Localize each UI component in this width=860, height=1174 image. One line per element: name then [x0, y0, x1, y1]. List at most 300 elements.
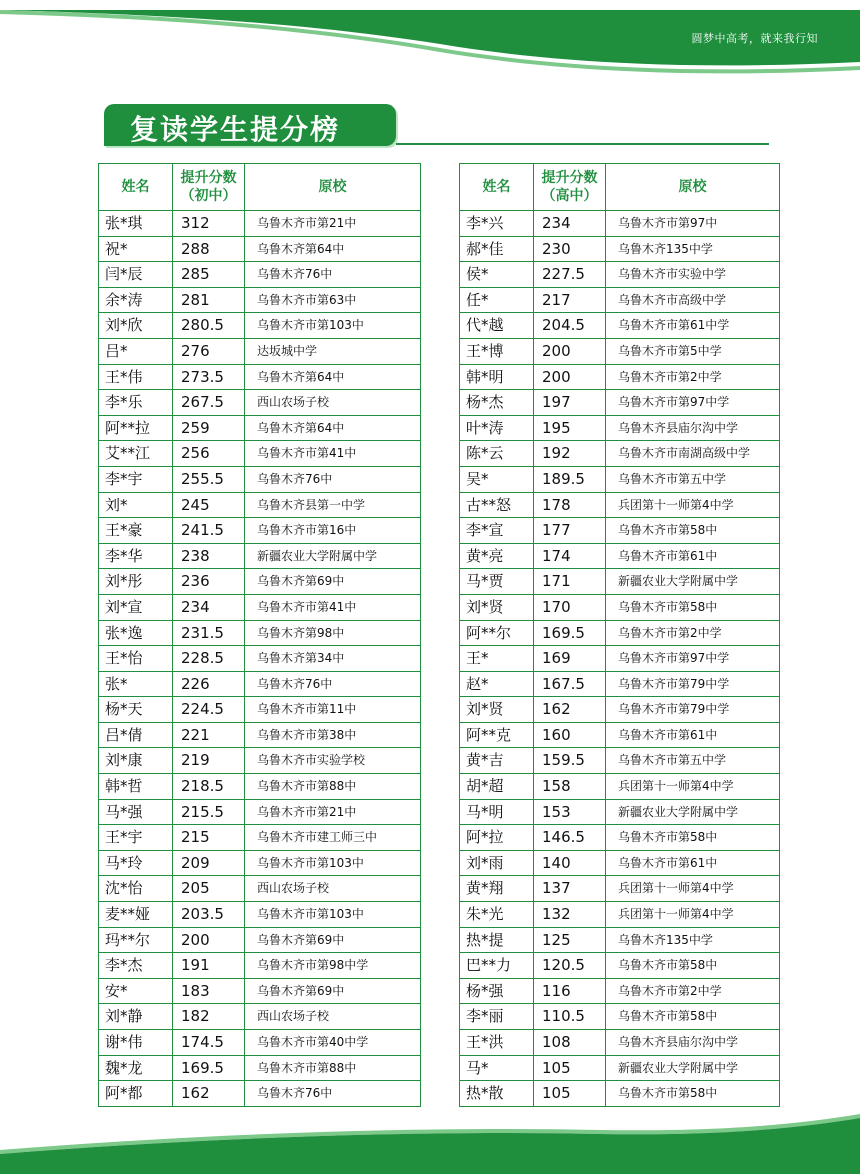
school-name: 乌鲁木齐第34中 — [245, 646, 421, 672]
school-name: 达坂城中学 — [245, 338, 421, 364]
student-name: 安* — [99, 978, 173, 1004]
score-value: 215.5 — [173, 799, 245, 825]
student-name: 王* — [460, 646, 534, 672]
school-name: 乌鲁木齐第64中 — [245, 236, 421, 262]
score-value: 146.5 — [534, 825, 606, 851]
table-row — [460, 978, 780, 1004]
student-name: 阿**尔 — [460, 620, 534, 646]
student-name: 胡*超 — [460, 774, 534, 800]
school-name: 乌鲁木齐市建工师三中 — [245, 825, 421, 851]
student-name: 李*兴 — [460, 211, 534, 237]
student-name: 杨*强 — [460, 978, 534, 1004]
score-value: 189.5 — [534, 466, 606, 492]
school-name: 乌鲁木齐市第58中 — [606, 1004, 780, 1030]
school-name: 乌鲁木齐市第21中 — [245, 799, 421, 825]
student-name: 任* — [460, 287, 534, 313]
student-name: 侯* — [460, 262, 534, 288]
score-value: 167.5 — [534, 671, 606, 697]
student-name: 沈*怡 — [99, 876, 173, 902]
student-name: 吕*倩 — [99, 722, 173, 748]
table-row — [460, 671, 780, 697]
student-name: 马*玲 — [99, 850, 173, 876]
school-name: 西山农场子校 — [245, 1004, 421, 1030]
table-row — [99, 338, 421, 364]
score-value: 256 — [173, 441, 245, 467]
table-row — [99, 825, 421, 851]
score-value: 285 — [173, 262, 245, 288]
table-row — [460, 953, 780, 979]
table-row — [460, 799, 780, 825]
student-name: 李*丽 — [460, 1004, 534, 1030]
student-name: 吴* — [460, 466, 534, 492]
score-value: 227.5 — [534, 262, 606, 288]
student-name: 李*华 — [99, 543, 173, 569]
school-name: 乌鲁木齐市第103中 — [245, 850, 421, 876]
score-value: 276 — [173, 338, 245, 364]
table-row — [460, 364, 780, 390]
score-value: 205 — [173, 876, 245, 902]
school-name: 乌鲁木齐市第61中学 — [606, 313, 780, 339]
school-name: 乌鲁木齐市第41中 — [245, 594, 421, 620]
score-value: 281 — [173, 287, 245, 313]
senior-high-table — [459, 163, 780, 1107]
table-row — [99, 492, 421, 518]
school-name: 西山农场子校 — [245, 390, 421, 416]
table-row — [460, 543, 780, 569]
score-value: 245 — [173, 492, 245, 518]
header-slogan: 圆梦中高考，就来我行知 — [691, 32, 818, 45]
score-value: 132 — [534, 902, 606, 928]
table-row — [99, 774, 421, 800]
student-name: 刘*静 — [99, 1004, 173, 1030]
school-name: 乌鲁木齐第64中 — [245, 364, 421, 390]
student-name: 闫*辰 — [99, 262, 173, 288]
header-name: 姓名 — [460, 164, 534, 211]
table-row — [99, 287, 421, 313]
score-value: 218.5 — [173, 774, 245, 800]
table-row — [99, 697, 421, 723]
header-score — [534, 164, 606, 211]
table-row — [460, 415, 780, 441]
school-name: 新疆农业大学附属中学 — [606, 1055, 780, 1081]
table-row — [99, 748, 421, 774]
table-row — [99, 390, 421, 416]
school-name: 乌鲁木齐76中 — [245, 1081, 421, 1107]
student-name: 赵* — [460, 671, 534, 697]
school-name: 乌鲁木齐县庙尔沟中学 — [606, 1030, 780, 1056]
school-name: 乌鲁木齐市第11中 — [245, 697, 421, 723]
school-name: 兵团第十一师第4中学 — [606, 902, 780, 928]
score-value: 200 — [534, 338, 606, 364]
score-value: 231.5 — [173, 620, 245, 646]
table-row — [460, 620, 780, 646]
score-value: 288 — [173, 236, 245, 262]
student-name: 刘*康 — [99, 748, 173, 774]
school-name: 乌鲁木齐市第103中 — [245, 902, 421, 928]
table-row — [99, 620, 421, 646]
score-value: 259 — [173, 415, 245, 441]
table-row — [460, 569, 780, 595]
table-header-row — [460, 164, 780, 211]
table-row — [99, 466, 421, 492]
student-name: 巴**力 — [460, 953, 534, 979]
table-row — [99, 543, 421, 569]
student-name: 李*宇 — [99, 466, 173, 492]
school-name: 乌鲁木齐市第97中 — [606, 211, 780, 237]
score-value: 170 — [534, 594, 606, 620]
score-value: 200 — [173, 927, 245, 953]
score-value: 159.5 — [534, 748, 606, 774]
school-name: 乌鲁木齐市第五中学 — [606, 466, 780, 492]
student-name: 王*豪 — [99, 518, 173, 544]
score-value: 312 — [173, 211, 245, 237]
table-row — [460, 287, 780, 313]
header-score-line1: 提升分数 — [180, 170, 237, 186]
school-name: 乌鲁木齐市高级中学 — [606, 287, 780, 313]
student-name: 古**怒 — [460, 492, 534, 518]
student-name: 代*越 — [460, 313, 534, 339]
table-row — [460, 1030, 780, 1056]
student-name: 杨*天 — [99, 697, 173, 723]
score-value: 116 — [534, 978, 606, 1004]
table-row — [460, 697, 780, 723]
school-name: 乌鲁木齐市第79中学 — [606, 697, 780, 723]
student-name: 祝* — [99, 236, 173, 262]
school-name: 兵团第十一师第4中学 — [606, 876, 780, 902]
table-row — [460, 774, 780, 800]
title-banner — [104, 104, 396, 146]
school-name: 乌鲁木齐市第40中学 — [245, 1030, 421, 1056]
score-value: 204.5 — [534, 313, 606, 339]
school-name: 乌鲁木齐市实验中学 — [606, 262, 780, 288]
table-row — [460, 211, 780, 237]
school-name: 乌鲁木齐县第一中学 — [245, 492, 421, 518]
student-name: 黄*吉 — [460, 748, 534, 774]
student-name: 麦**娅 — [99, 902, 173, 928]
school-name: 乌鲁木齐76中 — [245, 262, 421, 288]
school-name: 乌鲁木齐市第97中学 — [606, 646, 780, 672]
score-value: 162 — [534, 697, 606, 723]
school-name: 乌鲁木齐市第5中学 — [606, 338, 780, 364]
table-row — [460, 1081, 780, 1107]
table-row — [99, 1030, 421, 1056]
score-value: 209 — [173, 850, 245, 876]
student-name: 谢*伟 — [99, 1030, 173, 1056]
score-value: 273.5 — [173, 364, 245, 390]
score-value: 219 — [173, 748, 245, 774]
school-name: 新疆农业大学附属中学 — [606, 569, 780, 595]
junior-high-table — [98, 163, 421, 1107]
student-name: 张*琪 — [99, 211, 173, 237]
table-row — [460, 390, 780, 416]
score-value: 158 — [534, 774, 606, 800]
table-row — [99, 1055, 421, 1081]
table-row — [99, 953, 421, 979]
table-row — [460, 313, 780, 339]
score-value: 183 — [173, 978, 245, 1004]
table-row — [99, 850, 421, 876]
score-value: 137 — [534, 876, 606, 902]
student-name: 刘* — [99, 492, 173, 518]
school-name: 乌鲁木齐市第16中 — [245, 518, 421, 544]
school-name: 乌鲁木齐第69中 — [245, 978, 421, 1004]
score-value: 153 — [534, 799, 606, 825]
school-name: 乌鲁木齐市第88中 — [245, 774, 421, 800]
school-name: 乌鲁木齐市第88中 — [245, 1055, 421, 1081]
student-name: 王*怡 — [99, 646, 173, 672]
table-row — [99, 1004, 421, 1030]
school-name: 乌鲁木齐市第58中 — [606, 953, 780, 979]
table-row — [460, 236, 780, 262]
score-value: 108 — [534, 1030, 606, 1056]
school-name: 乌鲁木齐市第61中 — [606, 543, 780, 569]
student-name: 阿**拉 — [99, 415, 173, 441]
header-school: 原校 — [245, 164, 421, 211]
table-row — [99, 978, 421, 1004]
score-value: 105 — [534, 1055, 606, 1081]
table-row — [460, 1055, 780, 1081]
student-name: 李*乐 — [99, 390, 173, 416]
score-value: 238 — [173, 543, 245, 569]
school-name: 新疆农业大学附属中学 — [245, 543, 421, 569]
score-value: 226 — [173, 671, 245, 697]
header-score-line1: 提升分数 — [541, 170, 598, 186]
school-name: 乌鲁木齐市第103中 — [245, 313, 421, 339]
school-name: 乌鲁木齐市第98中学 — [245, 953, 421, 979]
school-name: 乌鲁木齐市第五中学 — [606, 748, 780, 774]
table-row — [460, 262, 780, 288]
student-name: 魏*龙 — [99, 1055, 173, 1081]
table-row — [99, 799, 421, 825]
student-name: 马*贾 — [460, 569, 534, 595]
student-name: 李*宣 — [460, 518, 534, 544]
school-name: 新疆农业大学附属中学 — [606, 799, 780, 825]
table-row — [460, 338, 780, 364]
table-row — [99, 876, 421, 902]
school-name: 乌鲁木齐135中学 — [606, 236, 780, 262]
score-value: 174 — [534, 543, 606, 569]
table-header-row — [99, 164, 421, 211]
table-row — [460, 594, 780, 620]
student-name: 陈*云 — [460, 441, 534, 467]
student-name: 热*散 — [460, 1081, 534, 1107]
student-name: 阿*都 — [99, 1081, 173, 1107]
school-name: 乌鲁木齐市第61中 — [606, 850, 780, 876]
score-value: 221 — [173, 722, 245, 748]
score-value: 234 — [173, 594, 245, 620]
table-row — [99, 313, 421, 339]
table-row — [460, 518, 780, 544]
student-name: 余*涛 — [99, 287, 173, 313]
student-name: 王*伟 — [99, 364, 173, 390]
header-name: 姓名 — [99, 164, 173, 211]
table-row — [99, 902, 421, 928]
school-name: 乌鲁木齐市第63中 — [245, 287, 421, 313]
table-row — [460, 492, 780, 518]
school-name: 乌鲁木齐市第58中 — [606, 1081, 780, 1107]
score-value: 162 — [173, 1081, 245, 1107]
school-name: 兵团第十一师第4中学 — [606, 774, 780, 800]
score-value: 280.5 — [173, 313, 245, 339]
table-row — [99, 671, 421, 697]
table-row — [99, 1081, 421, 1107]
table-row — [460, 466, 780, 492]
school-name: 乌鲁木齐第98中 — [245, 620, 421, 646]
student-name: 朱*光 — [460, 902, 534, 928]
score-value: 177 — [534, 518, 606, 544]
table-row — [460, 722, 780, 748]
school-name: 乌鲁木齐市第2中学 — [606, 364, 780, 390]
student-name: 吕* — [99, 338, 173, 364]
student-name: 杨*杰 — [460, 390, 534, 416]
table-row — [99, 364, 421, 390]
student-name: 王*宇 — [99, 825, 173, 851]
header-school: 原校 — [606, 164, 780, 211]
student-name: 刘*雨 — [460, 850, 534, 876]
table-row — [460, 902, 780, 928]
student-name: 热*提 — [460, 927, 534, 953]
student-name: 刘*贤 — [460, 594, 534, 620]
school-name: 乌鲁木齐市第61中 — [606, 722, 780, 748]
student-name: 阿*拉 — [460, 825, 534, 851]
table-row — [99, 236, 421, 262]
score-value: 192 — [534, 441, 606, 467]
score-value: 195 — [534, 415, 606, 441]
score-value: 169 — [534, 646, 606, 672]
table-row — [99, 569, 421, 595]
student-name: 玛**尔 — [99, 927, 173, 953]
table-row — [460, 927, 780, 953]
score-value: 197 — [534, 390, 606, 416]
table-row — [460, 1004, 780, 1030]
table-row — [99, 646, 421, 672]
school-name: 乌鲁木齐第69中 — [245, 569, 421, 595]
header-score-line2: （高中） — [541, 188, 598, 204]
score-value: 169.5 — [173, 1055, 245, 1081]
score-value: 171 — [534, 569, 606, 595]
bottom-green-wave — [0, 1104, 860, 1174]
student-name: 王*洪 — [460, 1030, 534, 1056]
school-name: 乌鲁木齐市实验学校 — [245, 748, 421, 774]
student-name: 黄*翔 — [460, 876, 534, 902]
table-row — [99, 441, 421, 467]
table-row — [460, 825, 780, 851]
table-row — [99, 518, 421, 544]
student-name: 张*逸 — [99, 620, 173, 646]
header-score — [173, 164, 245, 211]
school-name: 乌鲁木齐市第38中 — [245, 722, 421, 748]
student-name: 刘*彤 — [99, 569, 173, 595]
student-name: 叶*涛 — [460, 415, 534, 441]
school-name: 西山农场子校 — [245, 876, 421, 902]
score-value: 182 — [173, 1004, 245, 1030]
school-name: 乌鲁木齐市第79中学 — [606, 671, 780, 697]
score-value: 230 — [534, 236, 606, 262]
student-name: 阿**克 — [460, 722, 534, 748]
title-underline — [396, 143, 769, 145]
student-name: 韩*明 — [460, 364, 534, 390]
school-name: 乌鲁木齐市第2中学 — [606, 620, 780, 646]
score-value: 140 — [534, 850, 606, 876]
header-score-line2: （初中） — [180, 188, 237, 204]
junior-table-body — [99, 211, 421, 1107]
score-value: 120.5 — [534, 953, 606, 979]
school-name: 乌鲁木齐市第58中 — [606, 518, 780, 544]
table-row — [460, 876, 780, 902]
student-name: 王*博 — [460, 338, 534, 364]
school-name: 乌鲁木齐76中 — [245, 671, 421, 697]
school-name: 乌鲁木齐市第97中学 — [606, 390, 780, 416]
school-name: 乌鲁木齐135中学 — [606, 927, 780, 953]
school-name: 乌鲁木齐市第21中 — [245, 211, 421, 237]
table-row — [99, 722, 421, 748]
score-value: 255.5 — [173, 466, 245, 492]
school-name: 乌鲁木齐第69中 — [245, 927, 421, 953]
school-name: 乌鲁木齐县庙尔沟中学 — [606, 415, 780, 441]
student-name: 马*明 — [460, 799, 534, 825]
score-value: 234 — [534, 211, 606, 237]
score-value: 110.5 — [534, 1004, 606, 1030]
table-row — [99, 415, 421, 441]
page-title: 复读学生提分榜 — [130, 113, 341, 146]
score-value: 241.5 — [173, 518, 245, 544]
score-value: 236 — [173, 569, 245, 595]
table-row — [460, 646, 780, 672]
student-name: 刘*宣 — [99, 594, 173, 620]
school-name: 乌鲁木齐市南湖高级中学 — [606, 441, 780, 467]
table-row — [99, 262, 421, 288]
score-value: 174.5 — [173, 1030, 245, 1056]
school-name: 乌鲁木齐第64中 — [245, 415, 421, 441]
student-name: 韩*哲 — [99, 774, 173, 800]
score-value: 215 — [173, 825, 245, 851]
school-name: 乌鲁木齐市第2中学 — [606, 978, 780, 1004]
student-name: 刘*欣 — [99, 313, 173, 339]
student-name: 刘*贤 — [460, 697, 534, 723]
score-value: 169.5 — [534, 620, 606, 646]
score-value: 217 — [534, 287, 606, 313]
score-value: 267.5 — [173, 390, 245, 416]
student-name: 艾**江 — [99, 441, 173, 467]
school-name: 乌鲁木齐市第41中 — [245, 441, 421, 467]
student-name: 李*杰 — [99, 953, 173, 979]
student-name: 张* — [99, 671, 173, 697]
school-name: 兵团第十一师第4中学 — [606, 492, 780, 518]
table-row — [99, 211, 421, 237]
school-name: 乌鲁木齐76中 — [245, 466, 421, 492]
student-name: 马* — [460, 1055, 534, 1081]
table-row — [460, 850, 780, 876]
score-value: 191 — [173, 953, 245, 979]
student-name: 黄*亮 — [460, 543, 534, 569]
table-row — [99, 594, 421, 620]
school-name: 乌鲁木齐市第58中 — [606, 825, 780, 851]
senior-table-body — [460, 211, 780, 1107]
table-row — [99, 927, 421, 953]
table-row — [460, 441, 780, 467]
score-value: 228.5 — [173, 646, 245, 672]
student-name: 郝*佳 — [460, 236, 534, 262]
score-value: 203.5 — [173, 902, 245, 928]
student-name: 马*强 — [99, 799, 173, 825]
score-value: 125 — [534, 927, 606, 953]
score-value: 224.5 — [173, 697, 245, 723]
score-value: 105 — [534, 1081, 606, 1107]
score-value: 200 — [534, 364, 606, 390]
score-value: 178 — [534, 492, 606, 518]
table-row — [460, 748, 780, 774]
score-value: 160 — [534, 722, 606, 748]
